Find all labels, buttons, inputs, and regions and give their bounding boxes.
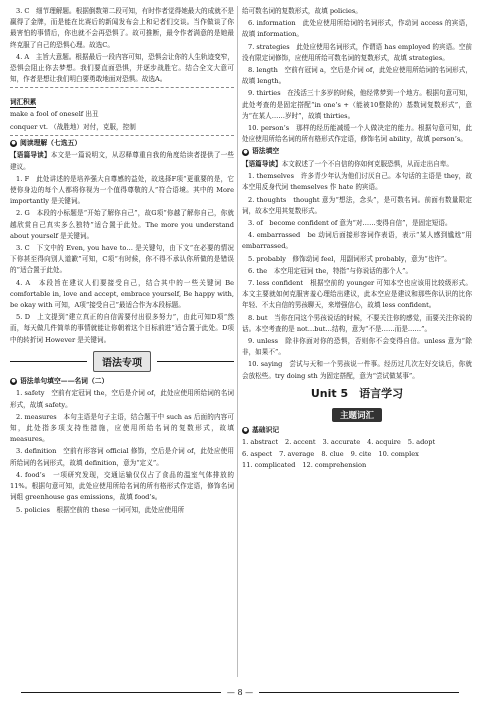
answer-item: 5. probably 修饰动词 feel，用副词形式 probably，意为“也许”。 [248,254,451,263]
answer-item: 5. policies 根据空前的 these 一词可知，此处应使用所 [16,505,185,514]
answer-item: 9. thirties 在浅活三十多岁的时候，他经常梦到一个地方。根据句意可知，此处考查的是固定搭配“in one’s +（能被10整除的）基数词复数形式”，意为“在某人……岁时”，故填 thirties。 [242,89,472,120]
answer-item: 5. D 上文提到“建立真正的自信需要付出很多努力”，由此可知D项“然而，每天做几件简单的事情就能让你朝着这个目标前进”适合置于此处。D项中的转折词 However 是关键词。 [10,313,234,344]
right-column [242,6,472,472]
answer-item: 6. information 此处应使用所给词的名词形式，作动词 access 的宾语，故填 information。 [242,19,472,39]
answer-item: 8. but 当你在同这个男孩说话的时候，不要关注你的感觉，而要关注你说的话。本空考查的是 not…but…结构，意为“不是……而是……”。 [242,313,472,333]
answer-item: 7. strategies 此处应使用名词形式，作谓语 has employed 的宾语。空前没有限定词修饰，应使用所给可数名词的复数形式，故填 strategies。 [242,42,472,62]
vocab-box-title: 词汇积累 [10,98,37,107]
answer-item: 4. food’s 一项研究发现，交通运输仅仅占了食品的温室气体排放的11%。根据句意可知，此处应使用所给名词的所有格形式作定语，修饰名词词组 greenhouse gas emissions，故填 food’s。 [10,470,234,502]
word-item: 4. acquire [367,438,401,447]
footer-rule [259,692,459,693]
footer-rule [21,692,221,693]
banner-rule [157,361,234,362]
section-heading [242,425,472,437]
word-item: 7. average [279,449,315,458]
answer-item: 1. safety 空前有定冠词 the，空后是介词 of，此处应使用所给词的名词形式，故填 safety。 [10,389,234,409]
answer-item: 4. embarrassed be 动词后面接形容词作表语，表示“某人感到尴尬”用 embarrassed。 [242,231,472,251]
answer-item: 10. saying 尝试与天和一个男孩说一件事。经历过几次左好交谈后，你就会放松些。try doing sth 为固定搭配，意为“尝试做某事”。 [242,360,472,380]
topic-vocab-banner [242,403,472,422]
answer-item: 3. C 下文中的 Even, you have to… 是关键句，由下文“在必要的情况下你甚至得向别人道歉”可知，C项“有时候，你不得不承认你所做的是错误的”适合置于此处。 [10,244,234,275]
word-item: 6. aspect [242,449,273,458]
intro-tag: 【语篇导读】 [10,151,51,160]
word-item: 9. cite [350,449,372,458]
answer-item: 7. less confident 根据空前的 younger 可知本空也应该用比较级形式。本文主要就如何克服害羞心理给出建议，此本空应是建议和那些你认识的比你年轻、不太自信的男孩聊天，来增强信心，故填 less confident。 [242,279,472,310]
answer-item: 3. definition 空前有形容词 official 修饰，空后是介词 of，此处应使用所给词的名词形式，故填 definition，意为“定义”。 [10,447,234,467]
bullet-icon: ● [243,148,248,155]
answer-item: 4. A 本段旨在建议人们要接受自己，结合其中的一些关键词 Be comfortable in, love and accept, embrace yourself, Be happy with, be okay with 可知，A项“接受自己”最适合作为本段标题。 [10,278,234,310]
intro-text: 本文叙述了一个不自信的你如何克服恐惧，从而走出自卑。 [281,160,453,169]
answer-item: 1. themselves 许多青少年认为他们讨厌自己。本句话的主语是 they，故本空用反身代词 themselves 作 hate 的宾语。 [242,172,472,192]
word-item: 10. complex [378,449,419,458]
passage-intro [10,150,234,172]
answer-item: 1. F 此处讲述的是培养强大自尊感的益处，故选择F项“更重要的是，它使你身边的每个人都将你视为一个值得尊敬的人”符合语境。其中的 More importantly 是关键词。 [10,174,234,206]
unit-title: Unit 5 语言学习 [310,386,404,400]
section-title: 基础识记 [252,425,280,434]
word-item: 2. accent [285,438,316,447]
word-item: 12. comprehension [302,461,367,470]
word-item: 1. abstract [242,438,278,447]
section-heading [10,138,234,150]
section-heading [10,376,234,388]
answer-item: 8. length 空前有冠词 a，空后是介词 of，此处应使用所给词的名词形式，故填 length。 [242,66,472,86]
word-list [242,437,472,472]
column-divider [237,6,238,677]
vocab-accumulation-box [10,87,234,135]
answer-item: 9. unless 除非你面对你的恐惧，否则你不会变得自信。unless 意为“除非，如果不”。 [242,337,472,357]
section-title: 语法填空 [252,147,280,156]
bullet-icon: ● [243,427,248,434]
vocab-entry: make a fool of oneself 出丑 [10,110,99,119]
bullet-icon: ● [11,140,16,147]
banner-title: 语法专项 [93,351,151,372]
answer-paragraph: 3. C 细节理解题。根据倒数第二段可知，有时作者觉得她最大的成就不是赢得了金牌，而是能在比赛后的新闻发布会上和记者们交谈。当作做谈了你最害怕的事情后，你也就不会再恐惧了。故可推断，最令作者满意的是她最终克服了自己的恐惧心理。故选C。 [10,7,234,49]
word-item: 5. adopt [407,438,436,447]
answer-item: 给可数名词的复数形式，故填 policies。 [242,7,362,15]
answer-item: 3. of become confident of 意为“对……变得自信”，是固定短语。 [248,219,452,228]
intro-tag: 【语篇导读】 [242,160,282,169]
topic-vocab-label: 主题词汇 [332,408,382,422]
answer-item: 2. G 本段的小标题是“开始了解你自己”，故G项“你越了解你自己，你就越欣赏自己真实多么独特”适合置于此处。The more you understand about yourself 是关键词。 [10,209,234,240]
word-item: 8. clue [321,449,344,458]
section-heading [242,146,472,158]
bullet-icon: ● [11,378,16,385]
intro-text: 本文是一篇说明文，从忍释尊重自我的角度给读者提供了一些建议。 [10,151,235,171]
answer-item: 2. thoughts thought 意为“想法，念头”，是可数名词。前面有数量限定词，故本空用其复数形式。 [242,195,472,215]
left-column [10,6,234,517]
word-item: 3. accurate [322,438,361,447]
answer-item: 10. person’s 那样的经历能减缓一个人做决定的能力。根据句意可知，此处应使用所给名词的所有格形式作定语，修饰名词 ability，故填 person’s。 [242,124,472,144]
word-item: 11. complicated [242,461,296,470]
passage-intro [242,159,472,170]
answer-paragraph: 4. A 主旨大意题。根据最后一段内容可知，恐惧会让你的人生轨迹变窄，恐惧会阻止你去梦想。我们要直面恐惧，并逐步战胜它。结合全文大意可知，作者是想让我们明白要勇敢地面对恐惧。故选A。 [10,52,234,84]
vocab-entry: conquer vt. （战胜地）对付，克服，控制 [10,122,136,131]
section-title: 语法单句填空——名词（二） [20,376,109,385]
page-number: — 8 — [226,688,254,697]
page-footer [0,688,480,697]
answer-item: 2. measures 本句主语是句子主语，结合题干中 such as 后面的内容可知，此处指多项支持性措施，应使用所给名词的复数形式，故填 measures。 [10,412,234,444]
grammar-banner [10,351,234,372]
banner-rule [10,361,87,362]
section-title: 阅读理解（七选五） [20,138,82,147]
answer-item: 6. the 本空用定冠词 the，特指“与你说话的那个人”。 [248,266,413,275]
